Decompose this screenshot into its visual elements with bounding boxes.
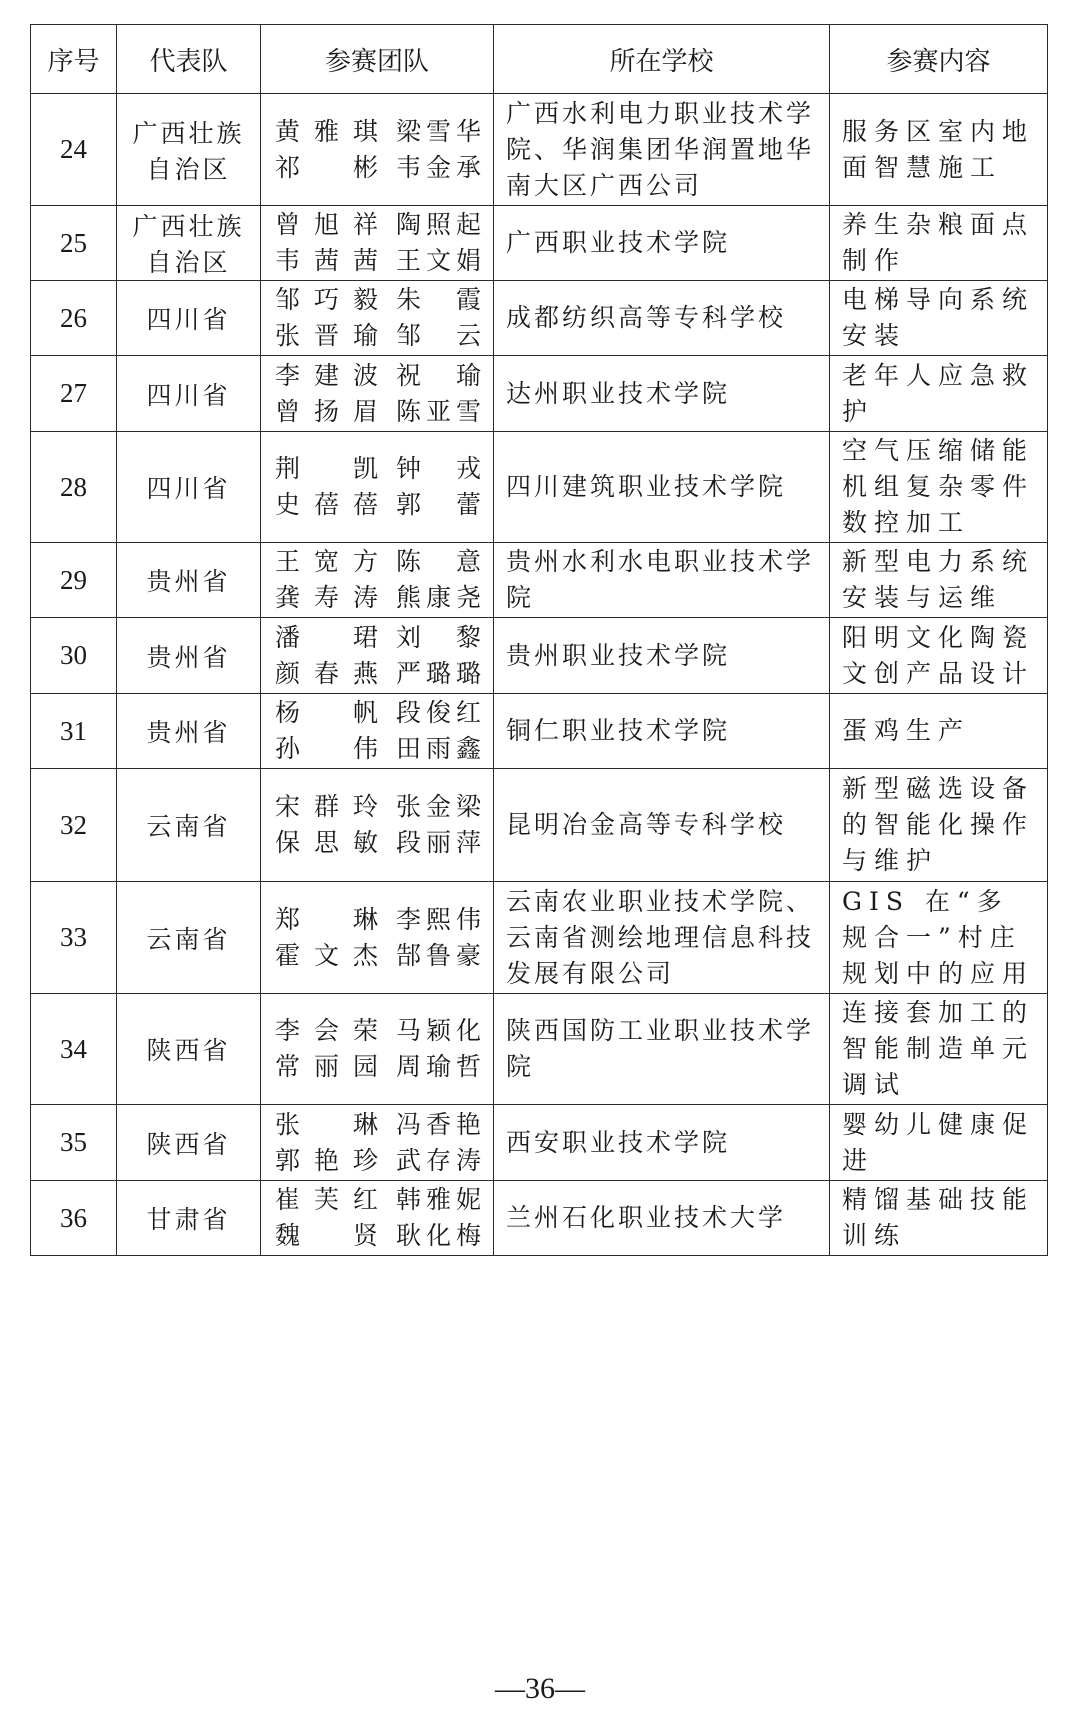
school: [494, 432, 830, 543]
member-name: 朱 霞: [396, 285, 481, 314]
row-number: 34: [31, 994, 117, 1105]
member-name: 钟 戎: [396, 454, 481, 483]
team-members: [261, 769, 494, 882]
school-name: 广西职业技术学院: [506, 228, 731, 257]
team-members: [261, 1181, 494, 1256]
school-name: 云南农业职业技术学院、云南省测绘地理信息科技发展有限公司: [506, 886, 815, 988]
school: [494, 618, 830, 694]
school: [494, 1181, 830, 1256]
content-text: 新型磁选设备的智能化操作与维护: [842, 774, 1035, 875]
content-text: 阳明文化陶瓷文创产品设计: [842, 622, 1035, 688]
table-row: [31, 1105, 1048, 1181]
member-name: 李 熙 伟: [396, 904, 481, 934]
content-text: 蛋鸡生产: [842, 716, 971, 745]
member-name: 龚 寿 涛: [275, 583, 378, 612]
delegation: 四川省: [117, 356, 261, 432]
participants-table: [30, 24, 1048, 1256]
member-name: 魏 贤: [275, 1221, 378, 1250]
member-name: 祝 瑜: [396, 360, 481, 390]
school-name: 昆明冶金高等专科学校: [506, 810, 787, 839]
school: [494, 882, 830, 994]
row-number: 27: [31, 356, 117, 432]
team-members: [261, 994, 494, 1105]
member-name: 李 会 荣: [275, 1016, 378, 1045]
member-name: 郑 琳: [275, 904, 378, 934]
row-number: 30: [31, 618, 117, 694]
team-members: [261, 1105, 494, 1181]
header-content: 参赛内容: [830, 25, 1048, 94]
delegation: 贵州省: [117, 618, 261, 694]
competition-content: [830, 1181, 1048, 1256]
member-name: 宋 群 玲: [275, 792, 378, 821]
member-name: 黄 雅 琪: [275, 116, 378, 146]
table-row: [31, 206, 1048, 281]
member-name: 郭 艳 珍: [275, 1145, 378, 1175]
member-name: 郜 鲁 豪: [396, 940, 481, 970]
row-number: 24: [31, 94, 117, 206]
competition-content: [830, 618, 1048, 694]
header-delegation: 代表队: [117, 25, 261, 94]
competition-content: [830, 543, 1048, 618]
member-name: 耿 化 梅: [396, 1221, 481, 1250]
team-members: [261, 94, 494, 206]
row-number: 25: [31, 206, 117, 281]
member-name: 常 丽 园: [275, 1052, 378, 1081]
content-text: 服务区室内地面智慧施工: [842, 116, 1035, 182]
row-number: 33: [31, 882, 117, 994]
content-text: 连接套加工的智能制造单元调试: [842, 998, 1035, 1099]
table-row: [31, 1181, 1048, 1256]
member-name: 潘 珺: [275, 622, 378, 652]
school-name: 贵州职业技术学院: [506, 640, 731, 670]
member-name: 史 蓓 蓓: [275, 490, 378, 519]
school-name: 兰州石化职业技术大学: [506, 1203, 787, 1232]
competition-content: [830, 432, 1048, 543]
table-header-row: [31, 25, 1048, 94]
table-row: [31, 769, 1048, 882]
school-name: 广西水利电力职业技术学院、华润集团华润置地华南大区广西公司: [506, 98, 815, 200]
row-number: 31: [31, 694, 117, 769]
table-row: [31, 994, 1048, 1105]
member-name: 杨 帆: [275, 698, 378, 727]
member-name: 保 思 敏: [275, 828, 378, 857]
member-name: 王 宽 方: [275, 547, 378, 576]
member-name: 马 颖 化: [396, 1016, 481, 1045]
school: [494, 94, 830, 206]
member-name: 崔 芙 红: [275, 1185, 378, 1214]
header-team-members: 参赛团队: [261, 25, 494, 94]
member-name: 梁 雪 华: [396, 116, 481, 146]
member-name: 周 瑜 哲: [396, 1052, 481, 1081]
school-name: 铜仁职业技术学院: [506, 716, 731, 745]
member-name: 曾 旭 祥: [275, 210, 378, 239]
member-name: 孙 伟: [275, 734, 378, 763]
content-text: 空气压缩储能机组复杂零件数控加工: [842, 436, 1035, 537]
delegation: 云南省: [117, 769, 261, 882]
delegation: 陕西省: [117, 994, 261, 1105]
member-name: 霍 文 杰: [275, 940, 378, 970]
content-text: 老年人应急救护: [842, 360, 1035, 426]
table-row: [31, 882, 1048, 994]
team-members: [261, 694, 494, 769]
team-members: [261, 356, 494, 432]
member-name: 田 雨 鑫: [396, 734, 481, 763]
member-name: 荆 凯: [275, 454, 378, 483]
school: [494, 994, 830, 1105]
row-number: 29: [31, 543, 117, 618]
delegation: 陕西省: [117, 1105, 261, 1181]
member-name: 韦 茜 茜: [275, 246, 378, 275]
school-name: 达州职业技术学院: [506, 378, 731, 408]
competition-content: [830, 994, 1048, 1105]
table-row: [31, 618, 1048, 694]
table-row: [31, 432, 1048, 543]
row-number: 32: [31, 769, 117, 882]
school: [494, 356, 830, 432]
delegation: 贵州省: [117, 694, 261, 769]
school: [494, 1105, 830, 1181]
competition-content: [830, 769, 1048, 882]
competition-content: [830, 356, 1048, 432]
table-row: [31, 356, 1048, 432]
competition-content: [830, 281, 1048, 356]
member-name: 张 晋 瑜: [275, 321, 378, 350]
team-members: [261, 432, 494, 543]
school-name: 西安职业技术学院: [506, 1127, 731, 1157]
table-row: [31, 281, 1048, 356]
table-row: [31, 94, 1048, 206]
member-name: 邹 云: [396, 321, 481, 350]
competition-content: [830, 206, 1048, 281]
content-text: 婴幼儿健康促进: [842, 1109, 1035, 1175]
table-row: [31, 694, 1048, 769]
member-name: 李 建 波: [275, 360, 378, 390]
member-name: 颜 春 燕: [275, 658, 378, 688]
delegation: 广西壮族 自治区: [117, 206, 261, 281]
school: [494, 281, 830, 356]
row-number: 28: [31, 432, 117, 543]
member-name: 韩 雅 妮: [396, 1185, 481, 1214]
content-text: 精馏基础技能训练: [842, 1185, 1035, 1250]
team-members: [261, 618, 494, 694]
member-name: 武 存 涛: [396, 1145, 481, 1175]
school: [494, 206, 830, 281]
delegation: 云南省: [117, 882, 261, 994]
delegation: 四川省: [117, 432, 261, 543]
delegation: 贵州省: [117, 543, 261, 618]
page-number: —36—: [495, 1672, 585, 1705]
row-number: 26: [31, 281, 117, 356]
member-name: 张 金 梁: [396, 792, 481, 821]
header-school: 所在学校: [494, 25, 830, 94]
delegation: 四川省: [117, 281, 261, 356]
member-name: 王 文 娟: [396, 246, 481, 275]
member-name: 陈 亚 雪: [396, 396, 481, 426]
school: [494, 694, 830, 769]
school-name: 贵州水利水电职业技术学院: [506, 547, 815, 612]
competition-content: [830, 694, 1048, 769]
content-text: 新型电力系统安装与运维: [842, 547, 1035, 612]
competition-content: [830, 1105, 1048, 1181]
member-name: 段 俊 红: [396, 698, 481, 727]
row-number: 35: [31, 1105, 117, 1181]
member-name: 冯 香 艳: [396, 1109, 481, 1139]
delegation: 甘肃省: [117, 1181, 261, 1256]
member-name: 祁 彬: [275, 152, 378, 182]
member-name: 韦 金 承: [396, 152, 481, 182]
row-number: 36: [31, 1181, 117, 1256]
team-members: [261, 206, 494, 281]
member-name: 刘 黎: [396, 622, 481, 652]
content-text: GIS 在“多规合一”村庄规划中的应用: [842, 886, 1035, 988]
member-name: 段 丽 萍: [396, 828, 481, 857]
member-name: 郭 蕾: [396, 490, 481, 519]
school-name: 陕西国防工业职业技术学院: [506, 1016, 815, 1081]
member-name: 熊 康 尧: [396, 583, 481, 612]
member-name: 曾 扬 眉: [275, 396, 378, 426]
table-body: [31, 94, 1048, 1256]
member-name: 邹 巧 毅: [275, 285, 378, 314]
school-name: 成都纺织高等专科学校: [506, 303, 787, 332]
member-name: 张 琳: [275, 1109, 378, 1139]
team-members: [261, 543, 494, 618]
member-name: 陶 照 起: [396, 210, 481, 239]
table-row: [31, 543, 1048, 618]
competition-content: [830, 882, 1048, 994]
content-text: 电梯导向系统安装: [842, 285, 1035, 350]
team-members: [261, 281, 494, 356]
school: [494, 769, 830, 882]
school-name: 四川建筑职业技术学院: [506, 472, 787, 501]
member-name: 陈 意: [396, 547, 481, 576]
header-number: 序号: [31, 25, 117, 94]
member-name: 严 璐 璐: [396, 658, 481, 688]
competition-content: [830, 94, 1048, 206]
school: [494, 543, 830, 618]
delegation: 广西壮族 自治区: [117, 94, 261, 206]
content-text: 养生杂粮面点制作: [842, 210, 1035, 275]
team-members: [261, 882, 494, 994]
